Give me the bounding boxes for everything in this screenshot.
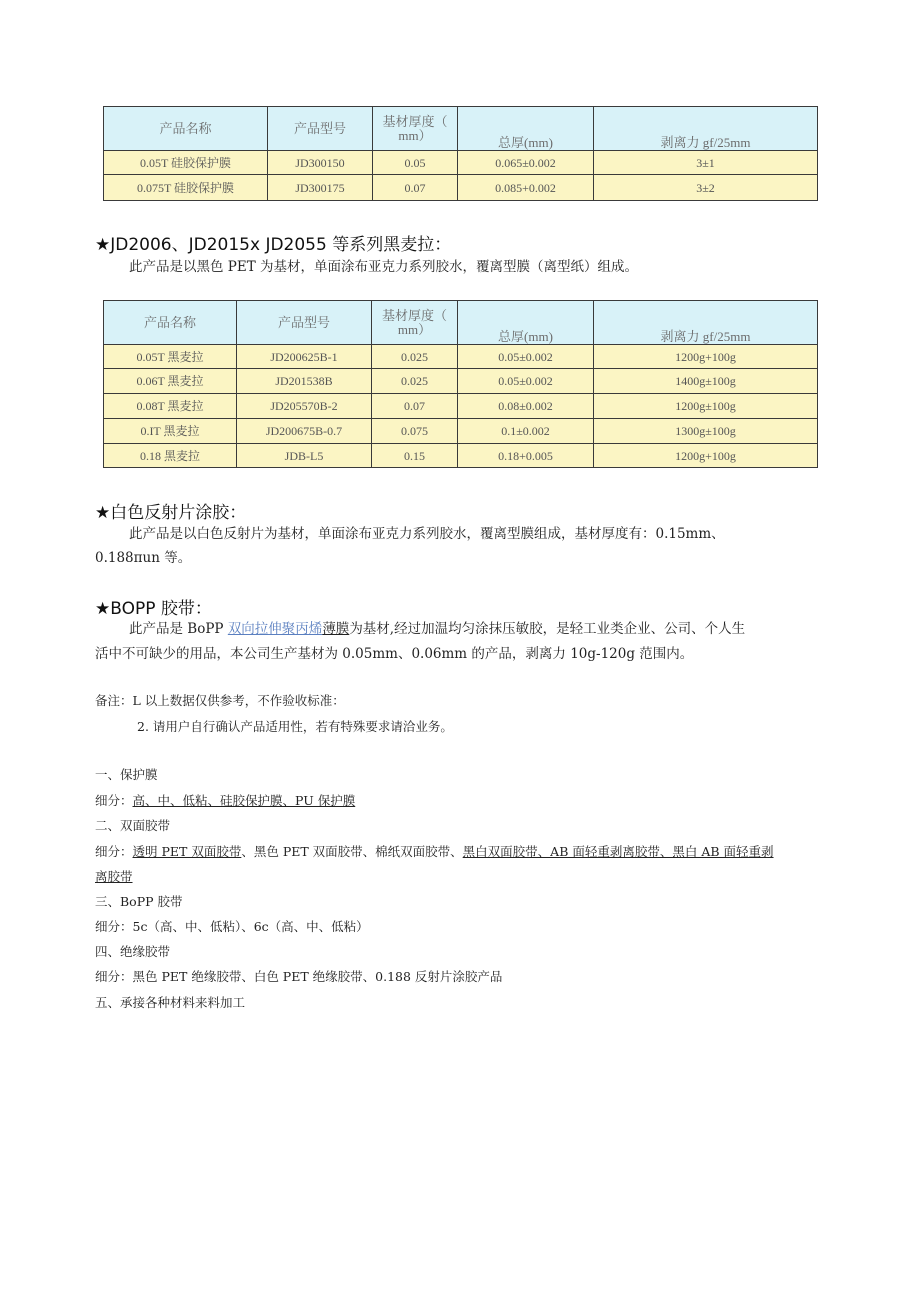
spec-table-black-mylar <box>103 300 818 468</box>
cell-base-thickness: 0.15 <box>372 444 458 468</box>
table-row <box>104 419 818 444</box>
note-line-2: 2. 请用户自行确认产品适用性，若有特殊要求请洽业务。 <box>137 719 453 734</box>
header-base-thickness-line2: mm） <box>398 127 432 143</box>
cell-product-model: JD300150 <box>268 151 373 175</box>
cell-total-thickness: 0.1±0.002 <box>458 419 594 444</box>
section-body-black-mylar: 此产品是以黑色 PET 为基材，单面涂布亚克力系列胶水，覆离型膜（离型纸）组成。 <box>129 259 639 275</box>
cell-base-thickness: 0.075 <box>372 419 458 444</box>
bopp-film-underlined: 薄膜 <box>322 621 350 637</box>
cell-total-thickness: 0.05±0.002 <box>458 369 594 394</box>
catalog-item-bopp-tape: 三、BoPP 胶带 <box>95 894 183 909</box>
cell-product-model: JD205570B-2 <box>237 394 372 419</box>
cell-total-thickness: 0.18+0.005 <box>458 444 594 468</box>
section-heading-reflective-sheet: ★白色反射片涂胶： <box>95 503 247 523</box>
cell-product-name: 0.18 黑麦拉 <box>104 444 237 468</box>
cell-total-thickness: 0.085+0.002 <box>458 175 594 201</box>
cell-total-thickness: 0.05±0.002 <box>458 345 594 369</box>
section-body-reflective-line1: 此产品是以白色反射片为基材，单面涂布亚克力系列胶水，覆离型膜组成，基材厚度有：0.15mm、 <box>129 526 725 542</box>
header-peel-force: 剥离力 gf/25mm <box>594 301 818 345</box>
detail-prefix: 细分： <box>95 844 133 859</box>
header-total-thickness: 总厚(mm) <box>458 301 594 345</box>
section-heading-black-mylar: ★JD2006、JD2015x JD2055 等系列黑麦拉： <box>95 235 452 255</box>
cell-product-name: 0.IT 黑麦拉 <box>104 419 237 444</box>
table-row <box>104 151 818 175</box>
table-row <box>104 394 818 419</box>
cell-peel-force: 1300g±100g <box>594 419 818 444</box>
detail-underlined-2: 黑白双面胶带、AB 面轻重剥离胶带、黑白 AB 面轻重剥 <box>462 844 774 859</box>
cell-product-model: JD200625B-1 <box>237 345 372 369</box>
cell-base-thickness: 0.025 <box>372 345 458 369</box>
header-total-thickness: 总厚(mm) <box>458 107 594 151</box>
header-base-thickness <box>373 107 458 151</box>
header-base-thickness-line1: 基材厚度（ <box>381 307 447 323</box>
cell-peel-force: 3±1 <box>594 151 818 175</box>
catalog-item-protective-film: 一、保护膜 <box>95 767 158 782</box>
bopp-text-pre: 此产品是 BoPP <box>129 621 228 637</box>
section-heading-bopp: ★BOPP 胶带： <box>95 599 212 619</box>
catalog-detail-insulation-tape: 细分：黑色 PET 绝缘胶带、白色 PET 绝缘胶带、0.188 反射片涂胶产品 <box>95 969 503 984</box>
catalog-detail-bopp-tape: 细分：5c（高、中、低粘）、6c（高、中、低粘） <box>95 919 369 934</box>
table-row <box>104 345 818 369</box>
cell-peel-force: 1200g+100g <box>594 345 818 369</box>
cell-product-model: JDB-L5 <box>237 444 372 468</box>
section-body-bopp-line1 <box>129 616 745 642</box>
table-header-row <box>104 107 818 151</box>
header-base-thickness-line1: 基材厚度（ <box>382 113 448 129</box>
cell-product-model: JD300175 <box>268 175 373 201</box>
detail-underlined-1: 透明 PET 双面胶带 <box>132 844 242 859</box>
catalog-detail-double-sided-tape <box>95 844 830 860</box>
detail-prefix: 细分： <box>95 793 133 808</box>
bopp-text-post: 为基材,经过加温均匀涂抹压敏胶，是轻工业类企业、公司、个人生 <box>349 621 746 637</box>
cell-product-name: 0.05T 硅胶保护膜 <box>104 151 268 175</box>
header-product-name: 产品名称 <box>104 301 237 345</box>
detail-underlined-3: 离胶带 <box>95 869 133 884</box>
cell-base-thickness: 0.07 <box>372 394 458 419</box>
cell-base-thickness: 0.07 <box>373 175 458 201</box>
catalog-detail-double-sided-tape-line2 <box>95 869 133 885</box>
catalog-item-processing: 五、承接各种材料来料加工 <box>95 995 246 1010</box>
section-body-reflective-line2: 0.188πun 等。 <box>95 550 192 566</box>
cell-total-thickness: 0.065±0.002 <box>458 151 594 175</box>
cell-product-name: 0.08T 黑麦拉 <box>104 394 237 419</box>
cell-product-model: JD200675B-0.7 <box>237 419 372 444</box>
header-product-model: 产品型号 <box>237 301 372 345</box>
spec-table-silicone <box>103 106 818 201</box>
cell-peel-force: 1400g±100g <box>594 369 818 394</box>
header-peel-force: 剥离力 gf/25mm <box>594 107 818 151</box>
cell-product-name: 0.075T 硅胶保护膜 <box>104 175 268 201</box>
cell-product-model: JD201538B <box>237 369 372 394</box>
catalog-item-insulation-tape: 四、绝缘胶带 <box>95 944 171 959</box>
detail-underlined: 高、中、低粘、硅胶保护膜、PU 保护膜 <box>132 793 356 808</box>
detail-middle: 、黑色 PET 双面胶带、棉纸双面胶带、 <box>241 844 463 859</box>
cell-base-thickness: 0.05 <box>373 151 458 175</box>
catalog-detail-protective-film <box>95 793 355 809</box>
note-line-1: 备注：L 以上数据仅供参考，不作验收标准： <box>95 693 345 708</box>
header-base-thickness-line2: mm） <box>397 321 432 337</box>
section-body-bopp-line2: 活中不可缺少的用品，本公司生产基材为 0.05mm、0.06mm 的产品，剥离力 10g-120g 范围内。 <box>95 646 694 662</box>
cell-total-thickness: 0.08±0.002 <box>458 394 594 419</box>
cell-peel-force: 1200g+100g <box>594 444 818 468</box>
bopp-film-link[interactable]: 双向拉伸聚丙烯 <box>227 621 323 637</box>
catalog-item-double-sided-tape: 二、双面胶带 <box>95 818 171 833</box>
header-product-name: 产品名称 <box>104 107 268 151</box>
cell-product-name: 0.06T 黑麦拉 <box>104 369 237 394</box>
header-product-model: 产品型号 <box>268 107 373 151</box>
table-row <box>104 369 818 394</box>
cell-product-name: 0.05T 黑麦拉 <box>104 345 237 369</box>
table-row <box>104 175 818 201</box>
cell-base-thickness: 0.025 <box>372 369 458 394</box>
cell-peel-force: 3±2 <box>594 175 818 201</box>
table-row <box>104 444 818 468</box>
header-base-thickness <box>372 301 458 345</box>
cell-peel-force: 1200g±100g <box>594 394 818 419</box>
table-header-row <box>104 301 818 345</box>
